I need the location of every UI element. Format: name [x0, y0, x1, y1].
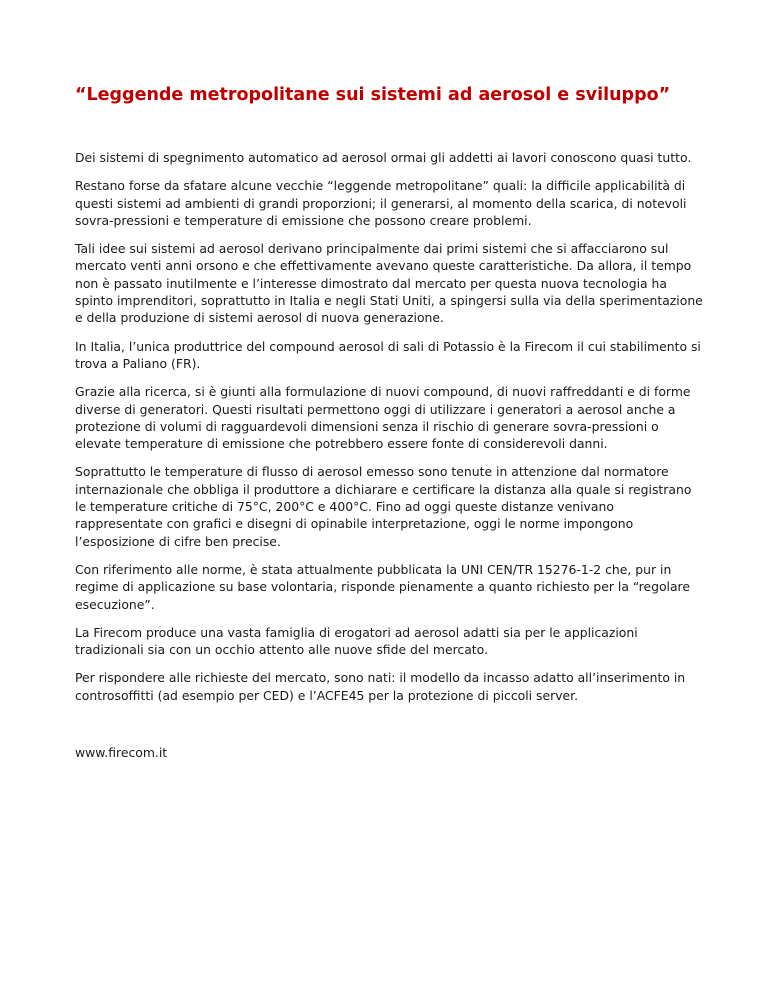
- document-title: “Leggende metropolitane sui sistemi ad aerosol e sviluppo”: [75, 85, 671, 105]
- paragraph-temperatures: Soprattutto le temperature di flusso di aerosol emesso sono tenute in attenzione dal normatore internazionale che obbliga il produttore a dichiarare e certificare la distanza alla quale si registrano le temperature critiche di 75°C, 200°C e 400°C. Fino ad oggi queste distanze venivano rappresentate con grafici e disegni di opinabile interpretazione, oggi le norme impongono l’esposizione di cifre ben precise.: [75, 464, 692, 549]
- paragraph-models: Per rispondere alle richieste del mercato, sono nati: il modello da incasso adatto all’inserimento in controsoffitti (ad esempio per CED) e l’ACFE45 per la protezione di piccoli server.: [75, 670, 686, 703]
- paragraph-products: La Firecom produce una vasta famiglia di erogatori ad aerosol adatti sia per le applicazioni tradizionali sia con un occhio attento alle nuove sfide del mercato.: [75, 624, 638, 658]
- paragraph-norms: Con riferimento alle norme, è stata attualmente pubblicata la UNI CEN/TR 15276-1-2 che, pur in regime di applicazione su base volontaria, risponde pienamente a quanto richiesto per la “regolare esecuzione”.: [75, 561, 690, 612]
- paragraph-origins: Tali idee sui sistemi ad aerosol derivano principalmente dai primi sistemi che si affacciarono sul mercato venti anni orsono e che effettivamente avevano queste caratteristiche. Da allora, il tempo non è passato inutilmente e l’interesse dimostrato dal mercato per questa nuova tecnologia ha spinto imprenditori, soprattutto in Italia e negli Stati Uniti, a spingersi sulla via della sperimentazione e della produzione di sistemi aerosol di nuova generazione.: [75, 241, 703, 326]
- paragraph-producer: In Italia, l’unica produttrice del compound aerosol di sali di Potassio è la Firecom il cui stabilimento si trova a Paliano (FR).: [75, 338, 701, 371]
- website-link[interactable]: www.firecom.it: [75, 745, 168, 761]
- paragraph-research: Grazie alla ricerca, si è giunti alla formulazione di nuovi compound, di nuovi raffreddanti e di forme diverse di generatori. Questi risultati permettono oggi di utilizzare i generatori a aerosol anche a protezione di volumi di ragguardevoli dimensioni senza il rischio di generare sovra-pressioni o elevate temperature di emissione che potrebbero essere fonte di considerevoli danni.: [75, 384, 691, 452]
- paragraph-intro: Dei sistemi di spegnimento automatico ad aerosol ormai gli addetti ai lavori conoscono quasi tutto.: [75, 150, 692, 165]
- paragraph-legends: Restano forse da sfatare alcune vecchie “leggende metropolitane” quali: la difficile applicabilità di questi sistemi ad ambienti di grandi proporzioni; il generarsi, al momento della scarica, di notevoli sovra-pressioni e temperature di emissione che possono creare problemi.: [75, 178, 687, 228]
- document-page: [75, 84, 705, 761]
